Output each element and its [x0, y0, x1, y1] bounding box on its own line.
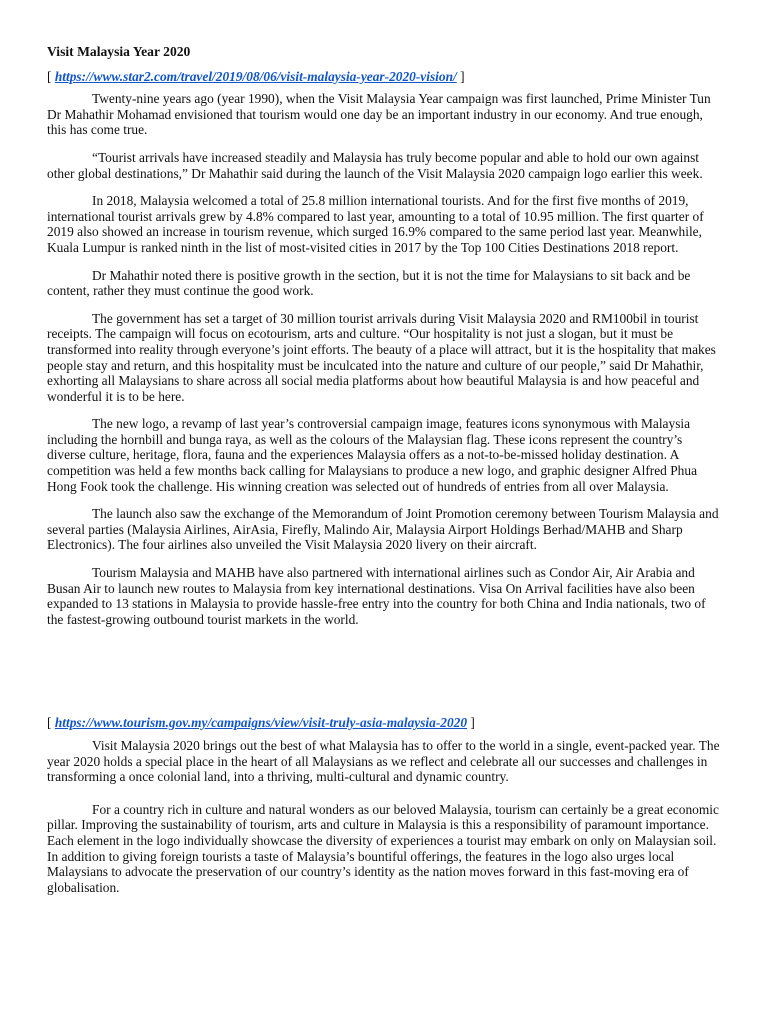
paragraph: Dr Mahathir noted there is positive growth in the section, but it is not the time for Malaysians to sit back and be content, rather they must continue the good work.	[47, 267, 691, 299]
paragraph: The launch also saw the exchange of the Memorandum of Joint Promotion ceremony between Tourism Malaysia and several parties (Malaysia Airlines, AirAsia, Firefly, Malindo Air, Malaysia Airport Holdings Berhad/MAHB and Sharp Electronics). The four airlines also unveiled the Visit Malaysia 2020 livery on their aircraft.	[47, 506, 719, 553]
source-citation-1	[47, 69, 721, 85]
paragraph: The new logo, a revamp of last year’s controversial campaign image, features icons synonymous with Malaysia including the hornbill and bunga raya, as well as the colours of the Malaysian flag. These icons represent the country’s diverse culture, heritage, flora, fauna and the experiences Malaysia offers as a not-to-be-missed holiday destination. A competition was held a few months back calling for Malaysians to produce a new logo, and graphic designer Alfred Phua Hong Fook took the challenge. His winning creation was selected out of hundreds of entries from all over Malaysia.	[47, 416, 698, 494]
paragraph: In 2018, Malaysia welcomed a total of 25.8 million international tourists. And for the first five months of 2019, international tourist arrivals grew by 4.8% compared to last year, amounting to a total of 10.95 million. The first quarter of 2019 also showed an increase in tourism revenue, which surged 16.9% compared to the same period last year. Meanwhile, Kuala Lumpur is ranked ninth in the list of most-visited cities in 2017 by the Top 100 Cities Destinations 2018 report.	[47, 193, 704, 255]
source-link-star2[interactable]: https://www.star2.com/travel/2019/08/06/visit-malaysia-year-2020-vision/	[54, 68, 457, 84]
bracket-close: ]	[467, 715, 475, 731]
bracket-open: [	[47, 68, 55, 84]
source-citation-2	[47, 715, 721, 731]
paragraph: The government has set a target of 30 million tourist arrivals during Visit Malaysia 2020 and RM100bil in tourist receipts. The campaign will focus on ecotourism, arts and culture. “Our hospitality is not just a slogan, but it must be transformed into reality through everyone’s joint efforts. The beauty of a place will attract, but it is the hospitality that makes people stay and return, and this hospitality must be inculcated into the nature and culture of our people,” said Dr Mahathir, exhorting all Malaysians to share across all social media platforms about how beautiful Malaysia is and how peaceful and wonderful it is to be here.	[47, 310, 716, 404]
source-link-tourism-gov[interactable]: https://www.tourism.gov.my/campaigns/view/visit-truly-asia-malaysia-2020	[54, 715, 468, 731]
bracket-open: [	[47, 715, 55, 731]
document-title: Visit Malaysia Year 2020	[47, 44, 191, 59]
paragraph: Twenty-nine years ago (year 1990), when the Visit Malaysia Year campaign was first launched, Prime Minister Tun Dr Mahathir Mohamad envisioned that tourism would one day be an important industry in our economy. And true enough, this has come true.	[47, 91, 711, 138]
paragraph: Tourism Malaysia and MAHB have also partnered with international airlines such as Condor Air, Air Arabia and Busan Air to launch new routes to Malaysia from key international destinations. Visa On Arrival facilities have also been expanded to 13 stations in Malaysia to provide hassle-free entry into the country for both China and India nationals, two of the fastest-growing outbound tourist markets in the world.	[47, 565, 706, 627]
paragraph: Visit Malaysia 2020 brings out the best of what Malaysia has to offer to the world in a single, event-packed year. The year 2020 holds a special place in the heart of all Malaysians as we reflect and celebrate all our successes and challenges in transforming a once colonial land, into a thriving, multi-cultural and dynamic country.	[47, 738, 720, 785]
bracket-close: ]	[456, 68, 465, 84]
paragraph: For a country rich in culture and natural wonders as our beloved Malaysia, tourism can certainly be a great economic pillar. Improving the sustainability of tourism, arts and culture in Malaysia is this a responsibility of paramount importance. Each element in the logo individually showcase the diversity of experiences a tourist may embark on only on Malaysian soil. In addition to giving foreign tourists a taste of Malaysia’s bountiful offerings, the features in the logo also urges local Malaysians to advocate the preservation of our country’s identity as the nation moves forward in this fast-moving era of globalisation.	[47, 801, 719, 895]
paragraph: “Tourist arrivals have increased steadily and Malaysia has truly become popular and able to hold our own against other global destinations,” Dr Mahathir said during the launch of the Visit Malaysia 2020 campaign logo earlier this week.	[47, 149, 703, 181]
blank-space	[47, 639, 721, 715]
document-page	[47, 44, 721, 907]
